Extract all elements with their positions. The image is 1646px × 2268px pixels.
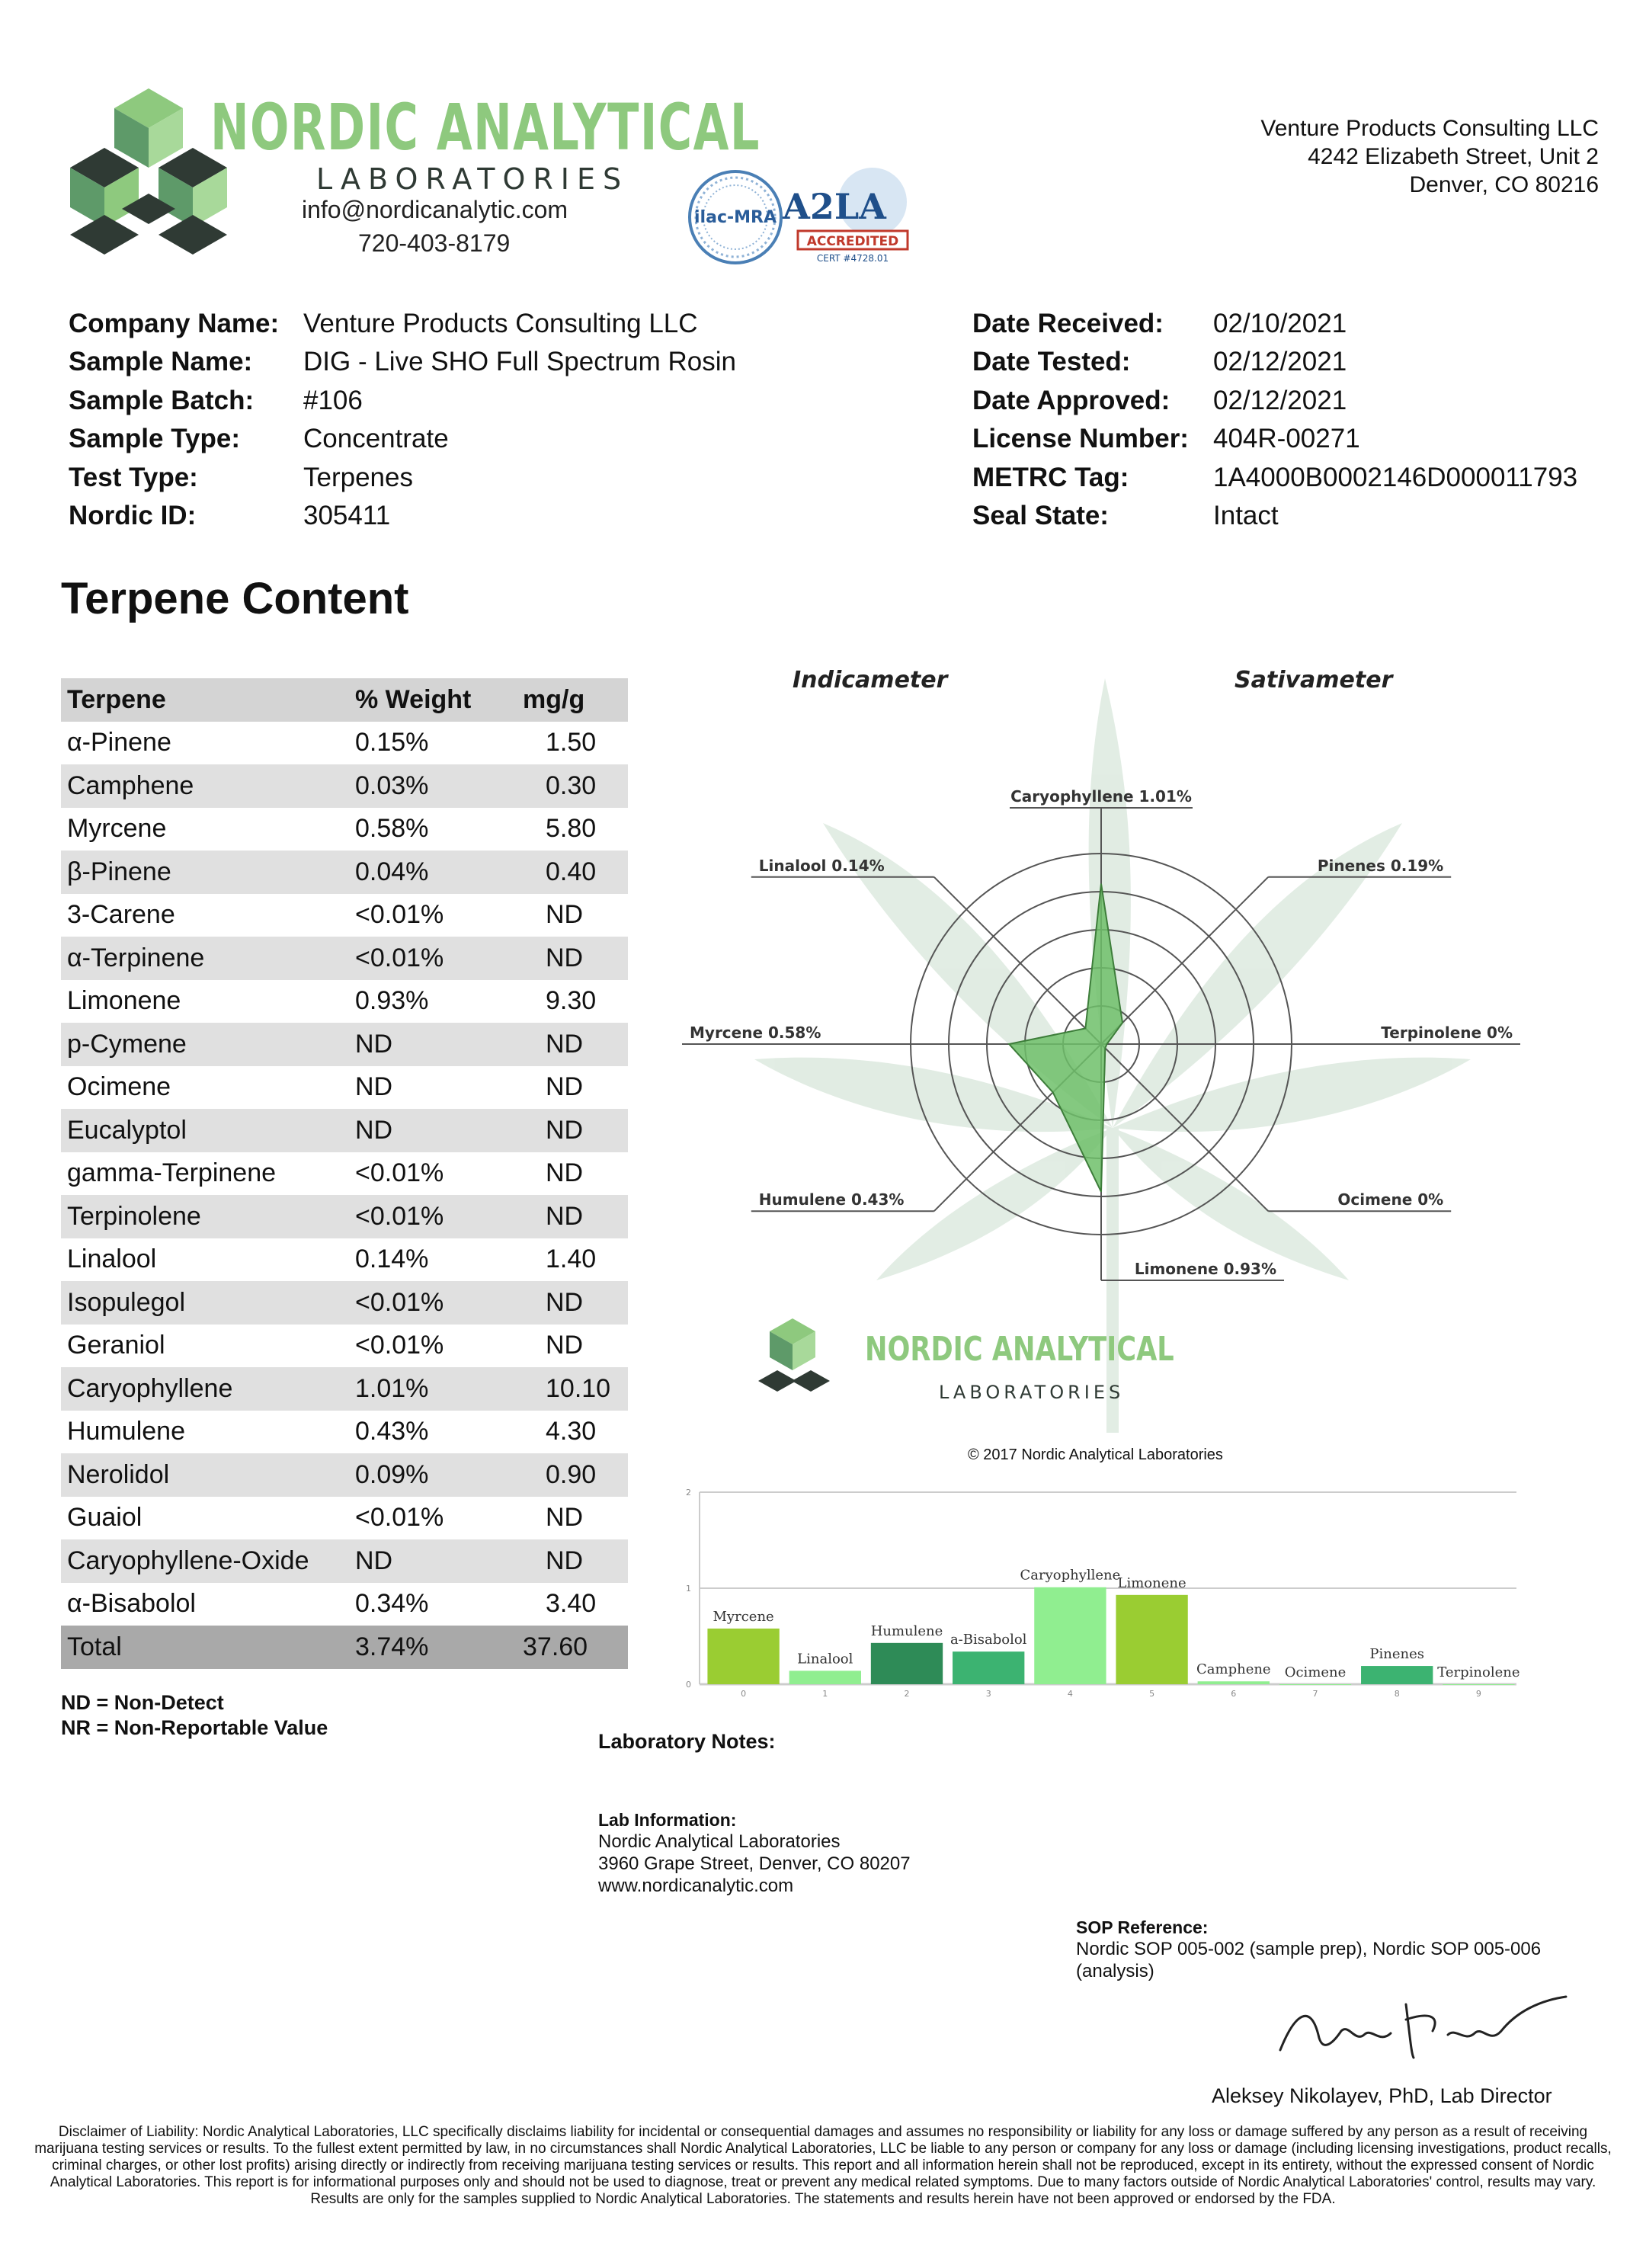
terpene-name-cell: α-Bisabolol — [67, 1589, 196, 1619]
bar-label: Myrcene — [713, 1608, 774, 1625]
lab-email[interactable]: info@nordicanalytic.com — [302, 196, 568, 223]
mg-cell: ND — [546, 1158, 584, 1188]
terpene-name-cell: Guaiol — [67, 1503, 143, 1533]
x-tick-label: 0 — [741, 1689, 747, 1699]
table-row — [61, 850, 628, 894]
terpene-name-cell: Geraniol — [67, 1331, 165, 1360]
table-row — [61, 1152, 628, 1196]
mg-cell: 0.30 — [523, 764, 628, 808]
weight-cell: 1.01% — [349, 1367, 523, 1411]
bar — [1361, 1666, 1433, 1684]
a2la-badge — [783, 164, 918, 271]
mg-cell: ND — [523, 1281, 628, 1325]
terpene-name-cell: p-Cymene — [61, 1023, 349, 1066]
x-tick-label: 6 — [1231, 1689, 1237, 1699]
lab-notes-title: Laboratory Notes: — [598, 1730, 776, 1753]
lab-info-title: Lab Information: — [598, 1810, 737, 1830]
table-row — [61, 1453, 628, 1497]
info-value: Concentrate — [303, 424, 449, 454]
copyright: © 2017 Nordic Analytical Laboratories — [968, 1446, 1223, 1463]
table-row — [61, 764, 628, 808]
watermark-title: NORDIC ANALYTICAL — [865, 1330, 1174, 1369]
bar-label: a-Bisabolol — [949, 1632, 1027, 1648]
table-row — [61, 1066, 628, 1110]
sativameter-label: Sativameter — [1234, 667, 1393, 694]
lab-subtitle: LABORATORIES — [316, 162, 629, 196]
weight-cell: ND — [349, 1109, 523, 1152]
info-value: 02/12/2021 — [1213, 385, 1347, 415]
weight-cell: <0.01% — [349, 1195, 523, 1238]
bar — [871, 1643, 943, 1684]
col-mg: mg/g — [523, 678, 628, 722]
mg-cell: ND — [523, 1023, 628, 1066]
terpene-name-cell: Linalool — [67, 1245, 157, 1274]
mg-cell: ND — [546, 1072, 584, 1102]
info-label: Nordic ID: — [69, 501, 197, 530]
terpene-name-cell: Camphene — [61, 764, 349, 808]
info-value: DIG - Live SHO Full Spectrum Rosin — [303, 347, 736, 377]
mg-cell: 1.50 — [546, 728, 597, 758]
x-tick-label: 8 — [1394, 1689, 1400, 1699]
x-tick-label: 9 — [1475, 1689, 1481, 1699]
info-value: 02/10/2021 — [1213, 309, 1347, 338]
x-tick-label: 4 — [1067, 1689, 1073, 1699]
terpene-name-cell: α-Pinene — [67, 728, 171, 758]
terpene-name-cell: Eucalyptol — [61, 1109, 349, 1152]
bar — [1116, 1595, 1187, 1684]
client-address — [1260, 114, 1599, 199]
lab-info-url[interactable]: www.nordicanalytic.com — [598, 1876, 794, 1896]
bar-label: Caryophyllene — [1020, 1567, 1121, 1584]
indicameter-label: Indicameter — [793, 667, 948, 694]
weight-cell: 0.58% — [355, 814, 429, 844]
mg-cell: 4.30 — [546, 1417, 597, 1446]
legend-nr: NR = Non-Reportable Value — [61, 1716, 328, 1739]
info-label: License Number: — [972, 424, 1189, 454]
radar-label: Linalool 0.14% — [758, 856, 885, 875]
y-tick-label: 0 — [686, 1680, 691, 1690]
weight-cell: 0.15% — [355, 728, 429, 758]
info-label: Company Name: — [69, 309, 280, 338]
x-tick-label: 3 — [985, 1689, 991, 1699]
lab-phone: 720-403-8179 — [358, 229, 511, 257]
accredited-text: ACCREDITED — [806, 234, 899, 249]
client-street: 4242 Elizabeth Street, Unit 2 — [1308, 144, 1599, 169]
x-tick-label: 1 — [822, 1689, 828, 1699]
sop-line: (analysis) — [1076, 1961, 1154, 1981]
radar-label: Ocimene 0% — [1337, 1190, 1444, 1209]
mg-cell: 5.80 — [546, 814, 597, 844]
terpene-name-cell: Terpinolene — [61, 1195, 349, 1238]
terpene-name-cell: Isopulegol — [61, 1281, 349, 1325]
mg-cell: ND — [546, 1331, 584, 1360]
lab-info-line: Nordic Analytical Laboratories — [598, 1831, 841, 1852]
weight-cell: ND — [349, 1539, 523, 1583]
bar-label: Camphene — [1196, 1661, 1271, 1678]
terpene-name-cell: α-Terpinene — [61, 937, 349, 980]
weight-cell: <0.01% — [355, 900, 444, 930]
table-header-row — [61, 678, 628, 722]
radar-label: Myrcene 0.58% — [690, 1023, 821, 1042]
mg-cell: ND — [546, 900, 584, 930]
x-tick-label: 5 — [1149, 1689, 1155, 1699]
weight-cell: 0.09% — [349, 1453, 523, 1497]
y-tick-label: 1 — [686, 1584, 691, 1594]
radar-label: Humulene 0.43% — [758, 1190, 905, 1209]
table-row — [61, 1583, 628, 1626]
terpene-radar — [690, 667, 1513, 1452]
mg-cell: ND — [523, 1539, 628, 1583]
mg-cell: 3.40 — [546, 1589, 597, 1619]
total-weight-cell: 3.74% — [349, 1626, 523, 1669]
table-row — [61, 980, 628, 1023]
ilac-text: ilac-MRA — [694, 208, 777, 227]
a2la-text: A2LA — [783, 186, 886, 227]
table-row — [61, 1497, 628, 1540]
sop-line: Nordic SOP 005-002 (sample prep), Nordic SOP 005-006 — [1076, 1939, 1542, 1959]
bar-label: Ocimene — [1284, 1664, 1347, 1680]
weight-cell: 0.34% — [355, 1589, 429, 1619]
weight-cell: ND — [349, 1023, 523, 1066]
bar — [953, 1651, 1024, 1684]
info-label: Sample Type: — [69, 424, 240, 454]
weight-cell: 0.14% — [355, 1245, 429, 1274]
section-title: Terpene Content — [61, 574, 409, 623]
info-label: Seal State: — [972, 501, 1109, 530]
table-row — [61, 808, 628, 851]
table-row — [61, 722, 628, 765]
ilac-mra-badge — [686, 168, 785, 271]
client-city: Denver, CO 80216 — [1409, 172, 1599, 197]
y-tick-label: 2 — [686, 1488, 691, 1498]
weight-cell: 0.93% — [355, 986, 429, 1016]
info-value: 02/12/2021 — [1213, 347, 1347, 377]
table-row — [61, 1367, 628, 1411]
radar-label: Terpinolene 0% — [1381, 1023, 1513, 1042]
lab-info — [598, 1810, 911, 1897]
bar-label: Terpinolene — [1437, 1664, 1520, 1680]
weight-cell: <0.01% — [355, 1503, 444, 1533]
total-row — [61, 1626, 628, 1669]
info-value: 404R-00271 — [1213, 424, 1360, 454]
bar — [707, 1629, 779, 1684]
weight-cell: <0.01% — [349, 937, 523, 980]
info-label: Test Type: — [69, 462, 198, 492]
bar-chart — [671, 1478, 1524, 1703]
signature — [1265, 1989, 1585, 2077]
weight-cell: 0.03% — [349, 764, 523, 808]
table-row — [61, 1109, 628, 1152]
table-row — [61, 1195, 628, 1238]
mg-cell: 0.90 — [523, 1453, 628, 1497]
terpene-name-cell: gamma-Terpinene — [67, 1158, 277, 1188]
legend — [61, 1690, 328, 1741]
weight-cell: 0.04% — [349, 850, 523, 894]
cert-text: CERT #4728.01 — [816, 253, 889, 264]
lab-name: NORDIC ANALYTICAL — [210, 90, 761, 165]
bar — [1198, 1681, 1270, 1684]
info-value: #106 — [303, 385, 363, 415]
table-row — [61, 1325, 628, 1368]
terpene-name-cell: Ocimene — [67, 1072, 171, 1102]
info-value: Terpenes — [303, 462, 413, 492]
terpene-name-cell: Limonene — [67, 986, 181, 1016]
mg-cell: ND — [546, 1503, 584, 1533]
bar-label: Limonene — [1117, 1574, 1186, 1591]
weight-cell: <0.01% — [355, 1158, 444, 1188]
legend-nd: ND = Non-Detect — [61, 1691, 224, 1714]
sop-reference — [1076, 1917, 1541, 1982]
radar-label: Caryophyllene 1.01% — [1010, 787, 1192, 806]
weight-cell: ND — [355, 1072, 393, 1102]
terpene-name-cell: Nerolidol — [61, 1453, 349, 1497]
table-row — [61, 1539, 628, 1583]
x-tick-label: 7 — [1312, 1689, 1318, 1699]
disclaimer: Disclaimer of Liability: Nordic Analytical Laboratories, LLC specifically disclaims liability for incidental or consequential damages and assumes no responsibility or liability for any loss or damage suffered by any person as a result of receiving marijuana testing services or results. To the fullest extent permitted by law, in no circumstances shall Nordic Analytical Laboratories, LLC be liable to any person or company for any loss or damage (including licensing investigations, product recalls, criminal charges, or other lost profits) arising directly or indirectly from receiving marijuana testing services or results. This report and all information herein shall not be reproduced, except in its entirety, without the expressed consent of Nordic Analytical Laboratories. This report is for informational purposes only and should not be used to diagnose, treat or prevent any medical related symptoms. Due to many factors outside of Nordic Analytical Laboratories' control, results may vary. Results are only for the samples supplied to Nordic Analytical Laboratories. The statements and results herein have not been approved or endorsed by the FDA. — [34, 2124, 1612, 2207]
total-mg-cell: 37.60 — [523, 1626, 628, 1669]
info-value: 305411 — [303, 501, 391, 530]
sop-title: SOP Reference: — [1076, 1917, 1209, 1937]
weight-cell: 0.43% — [355, 1417, 429, 1446]
terpene-table — [61, 678, 628, 1669]
terpene-name-cell: Humulene — [67, 1417, 185, 1446]
info-label: Sample Batch: — [69, 385, 255, 415]
bar-label: Linalool — [797, 1651, 853, 1667]
bar — [1279, 1684, 1351, 1685]
col-weight: % Weight — [349, 678, 523, 722]
mg-cell: 9.30 — [546, 986, 597, 1016]
info-value: Intact — [1213, 501, 1279, 530]
mg-cell: 10.10 — [523, 1367, 628, 1411]
mg-cell: ND — [523, 1109, 628, 1152]
lab-info-line: 3960 Grape Street, Denver, CO 80207 — [598, 1853, 911, 1874]
bar — [1034, 1587, 1106, 1684]
bar — [789, 1671, 861, 1684]
radar-label: Pinenes 0.19% — [1317, 856, 1444, 875]
info-value: 1A4000B0002146D000011793 — [1213, 462, 1578, 492]
info-label: Date Approved: — [972, 385, 1170, 415]
info-label: Date Tested: — [972, 347, 1131, 377]
table-row — [61, 1023, 628, 1066]
terpene-table-wrap — [61, 678, 628, 1669]
table-row — [61, 1238, 628, 1282]
col-terpene: Terpene — [61, 678, 349, 722]
radar-label: Limonene 0.93% — [1134, 1260, 1276, 1278]
terpene-name-cell: Myrcene — [67, 814, 167, 844]
table-row — [61, 1411, 628, 1454]
table-row — [61, 937, 628, 980]
terpene-name-cell: Caryophyllene — [61, 1367, 349, 1411]
info-label: Sample Name: — [69, 347, 253, 377]
info-label: METRC Tag: — [972, 462, 1129, 492]
client-name: Venture Products Consulting LLC — [1260, 116, 1599, 141]
mg-cell: ND — [523, 937, 628, 980]
director-name: Aleksey Nikolayev, PhD, Lab Director — [1212, 2084, 1552, 2107]
weight-cell: <0.01% — [355, 1331, 444, 1360]
mg-cell: 1.40 — [546, 1245, 597, 1274]
bar-label: Humulene — [870, 1623, 943, 1639]
terpene-name-cell: Caryophyllene-Oxide — [61, 1539, 349, 1583]
watermark-subtitle: LABORATORIES — [939, 1382, 1125, 1403]
info-label: Date Received: — [972, 309, 1164, 338]
x-tick-label: 2 — [904, 1689, 910, 1699]
mg-cell: ND — [523, 1195, 628, 1238]
terpene-name-cell: 3-Carene — [67, 900, 175, 930]
mg-cell: 0.40 — [523, 850, 628, 894]
info-value: Venture Products Consulting LLC — [303, 309, 698, 338]
terpene-name-cell: β-Pinene — [61, 850, 349, 894]
table-row — [61, 1281, 628, 1325]
total-label-cell: Total — [61, 1626, 349, 1669]
bar — [1443, 1684, 1514, 1685]
bar-label: Pinenes — [1369, 1646, 1425, 1663]
weight-cell: <0.01% — [349, 1281, 523, 1325]
table-row — [61, 894, 628, 937]
watermark-logo-icon — [758, 1318, 830, 1392]
